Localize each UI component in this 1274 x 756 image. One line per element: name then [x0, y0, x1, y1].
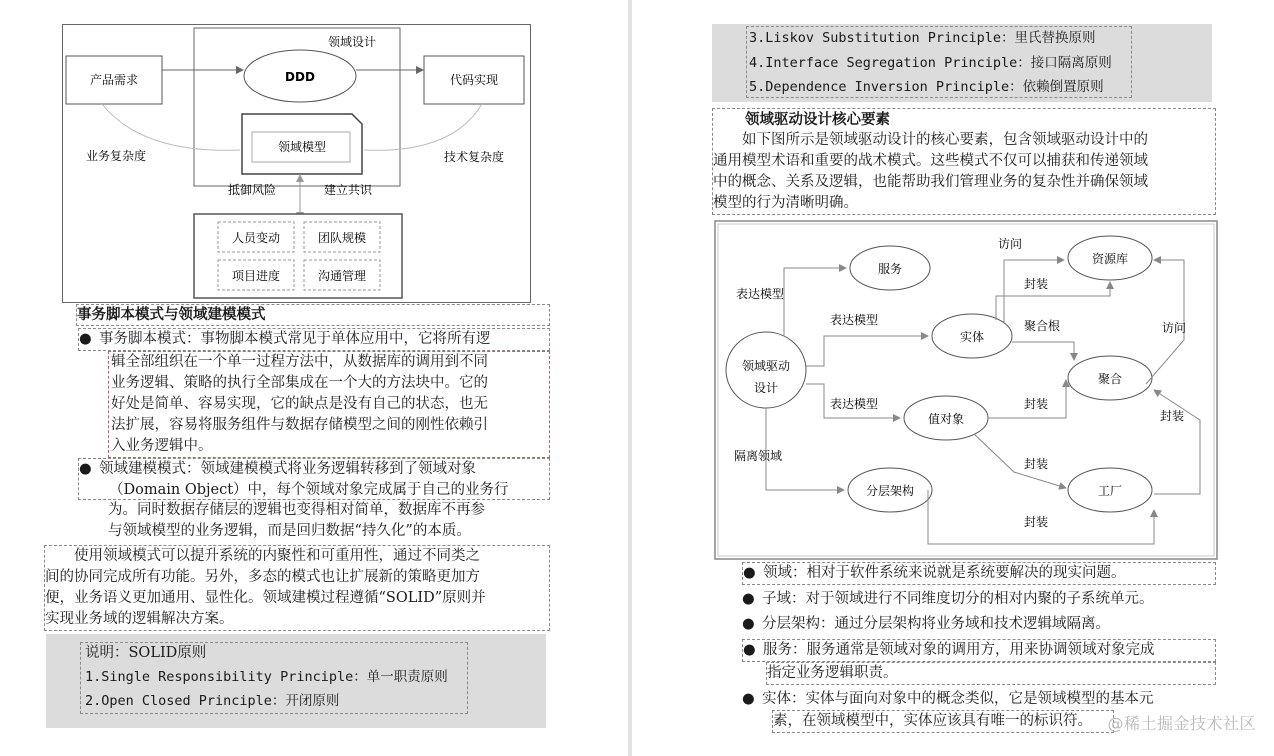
para-line: 便，业务语义更加通用、显性化。领域建模过程遵循“SOLID”原则并: [45, 590, 486, 606]
node-aggregate: 聚合: [1097, 372, 1123, 386]
node-value-object: 值对象: [927, 412, 965, 426]
bullet-dot: ●: [79, 461, 92, 477]
bullet-transaction-script: [78, 328, 550, 458]
box-product-requirement: 产品需求: [89, 73, 139, 87]
ddd-overview-diagram: [62, 24, 532, 304]
bullet-dot: ●: [79, 331, 92, 347]
node-entity: 实体: [959, 330, 985, 344]
solid-continued-box: [712, 24, 1212, 102]
core-elements-bullets: [742, 562, 1216, 733]
bullet-dot: ●: [742, 616, 755, 632]
core-para-line: 如下图所示是领域驱动设计的核心要素，包含领域驱动设计中的: [713, 132, 1148, 148]
solid-note-box: [46, 634, 546, 728]
right-page: [632, 0, 1274, 756]
node-ddd-line1: 领域驱动: [741, 359, 791, 373]
section-title: 事务脚本模式与领域建模模式: [76, 304, 550, 326]
bullet-dot: ●: [743, 642, 756, 658]
edge-label-express: 表达模型: [830, 313, 879, 327]
label-build-consensus: 建立共识: [323, 183, 373, 197]
node-ddd-line2: 设计: [753, 381, 779, 395]
label-domain-design: 领域设计: [327, 35, 377, 49]
bullet-dot: ●: [742, 591, 755, 607]
edge-label-isolate-domain: 隔离领域: [734, 449, 783, 463]
edge-label-access: 访问: [1162, 321, 1187, 335]
label-resist-risk: 抵御风险: [227, 183, 277, 197]
bullet-subdomain: 子域：对于领域进行不同维度切分的相对内聚的子系统单元。: [762, 591, 1154, 607]
bullet1-line: 入业务逻辑中。: [111, 438, 213, 454]
node-repository: 资源库: [1091, 252, 1129, 266]
box-code-implementation: 代码实现: [449, 73, 499, 87]
node-service: 服务: [877, 262, 903, 276]
para-line: 间的协同完成所有功能。另外，多态的模式也让扩展新的策略更加方: [45, 569, 480, 585]
bullet2-line: （Domain Object）中，每个领域对象完成属于自己的业务行: [109, 482, 509, 498]
bullet-service: 服务：服务通常是领域对象的调用方，用来协调领域对象完成: [763, 642, 1155, 658]
bullet-domain: 领域：相对于软件系统来说就是系统要解决的现实问题。: [763, 565, 1126, 581]
box-domain-model: 领域模型: [277, 140, 327, 154]
left-page: [0, 0, 628, 756]
core-para-line: 中的概念、关系及逻辑，也能帮助我们管理业务的复杂性并确保领域: [713, 174, 1148, 190]
solid-title: 说明：SOLID原则: [85, 645, 207, 661]
core-elements-section: [712, 108, 1216, 215]
box-project-progress: 项目进度: [231, 269, 281, 283]
box-staff-change: 人员变动: [231, 231, 281, 245]
solid-principle-4: 4.Interface Segregation Principle：接口隔离原则: [749, 55, 1112, 71]
node-layered-architecture: 分层架构: [865, 484, 915, 498]
bullet1-first-line: 事务脚本模式：事物脚本模式常见于单体应用中，它将所有逻: [99, 331, 491, 347]
edge-label-encapsulate: 封装: [1024, 515, 1049, 529]
bullet1-line: 业务逻辑、策略的执行全部集成在一个大的方法块中。它的: [111, 375, 488, 391]
bullet-entity-cont: 素，在领域模型中，实体应该具有唯一的标识符。: [772, 710, 1114, 733]
watermark: @稀土掘金技术社区: [1107, 714, 1256, 733]
node-factory: 工厂: [1097, 484, 1123, 498]
modeling-paragraph: [44, 545, 550, 631]
bullet-entity: 实体：实体与面向对象中的概念类似，它是领域模型的基本元: [762, 691, 1154, 707]
edge-label-encapsulate: 封装: [1024, 277, 1049, 291]
bullet-dot: ●: [742, 691, 755, 707]
core-para-line: 通用模型术语和重要的战术模式。这些模式不仅可以捕获和传递领域: [713, 153, 1148, 169]
label-business-complexity: 业务复杂度: [85, 149, 147, 163]
box-communication-mgmt: 沟通管理: [317, 269, 367, 283]
core-para-line: 模型的行为清晰明确。: [713, 195, 858, 211]
bullet-domain-modeling: [78, 458, 550, 542]
core-title: 领域驱动设计核心要素: [745, 111, 890, 128]
bullet-layered: 分层架构：通过分层架构将业务域和技术逻辑域隔离。: [762, 616, 1110, 632]
ddd-core-elements-diagram: [714, 220, 1218, 560]
edge-label-encapsulate: 封装: [1024, 397, 1049, 411]
edge-label-express: 表达模型: [830, 397, 879, 411]
bullet-service-cont: 指定业务逻辑职责。: [766, 662, 1216, 685]
bullet2-line: 与领域模型的业务逻辑，而是回归数据“持久化”的本质。: [108, 523, 471, 539]
bullet2-line: 为。同时数据存储层的逻辑也变得相对简单，数据库不再参: [108, 502, 485, 518]
box-team-scale: 团队规模: [317, 231, 367, 245]
edge-label-encapsulate: 封装: [1160, 409, 1185, 423]
ellipse-ddd: DDD: [285, 70, 315, 84]
solid-principle-2: 2.Open Closed Principle：开闭原则: [85, 693, 340, 709]
solid-principle-5: 5.Dependence Inversion Principle：依赖倒置原则: [749, 79, 1104, 95]
bullet1-line: 法扩展，容易将服务组件与数据存储模型之间的刚性依赖引: [111, 417, 488, 433]
para-line: 实现业务域的逻辑解决方案。: [45, 611, 234, 627]
edge-label-access: 访问: [998, 237, 1023, 251]
solid-principle-3: 3.Liskov Substitution Principle：里氏替换原则: [749, 30, 1096, 46]
bullet1-line: 辑全部组织在一个单一过程方法中，从数据库的调用到不同: [111, 354, 488, 370]
edge-label-express: 表达模型: [736, 287, 785, 301]
edge-label-encapsulate: 封装: [1024, 457, 1049, 471]
bullet2-first-line: 领域建模模式：领域建模模式将业务逻辑转移到了领域对象: [99, 461, 476, 477]
para-line: 使用领域模式可以提升系统的内聚性和可重用性，通过不同类之: [45, 548, 480, 564]
edge-label-aggregate-root: 聚合根: [1024, 319, 1061, 333]
bullet-dot: ●: [743, 565, 756, 581]
bullet1-line: 好处是简单、容易实现，它的缺点是没有自己的状态，也无: [111, 396, 488, 412]
solid-principle-1: 1.Single Responsibility Principle：单一职责原则: [85, 669, 448, 685]
label-technical-complexity: 技术复杂度: [443, 150, 505, 164]
